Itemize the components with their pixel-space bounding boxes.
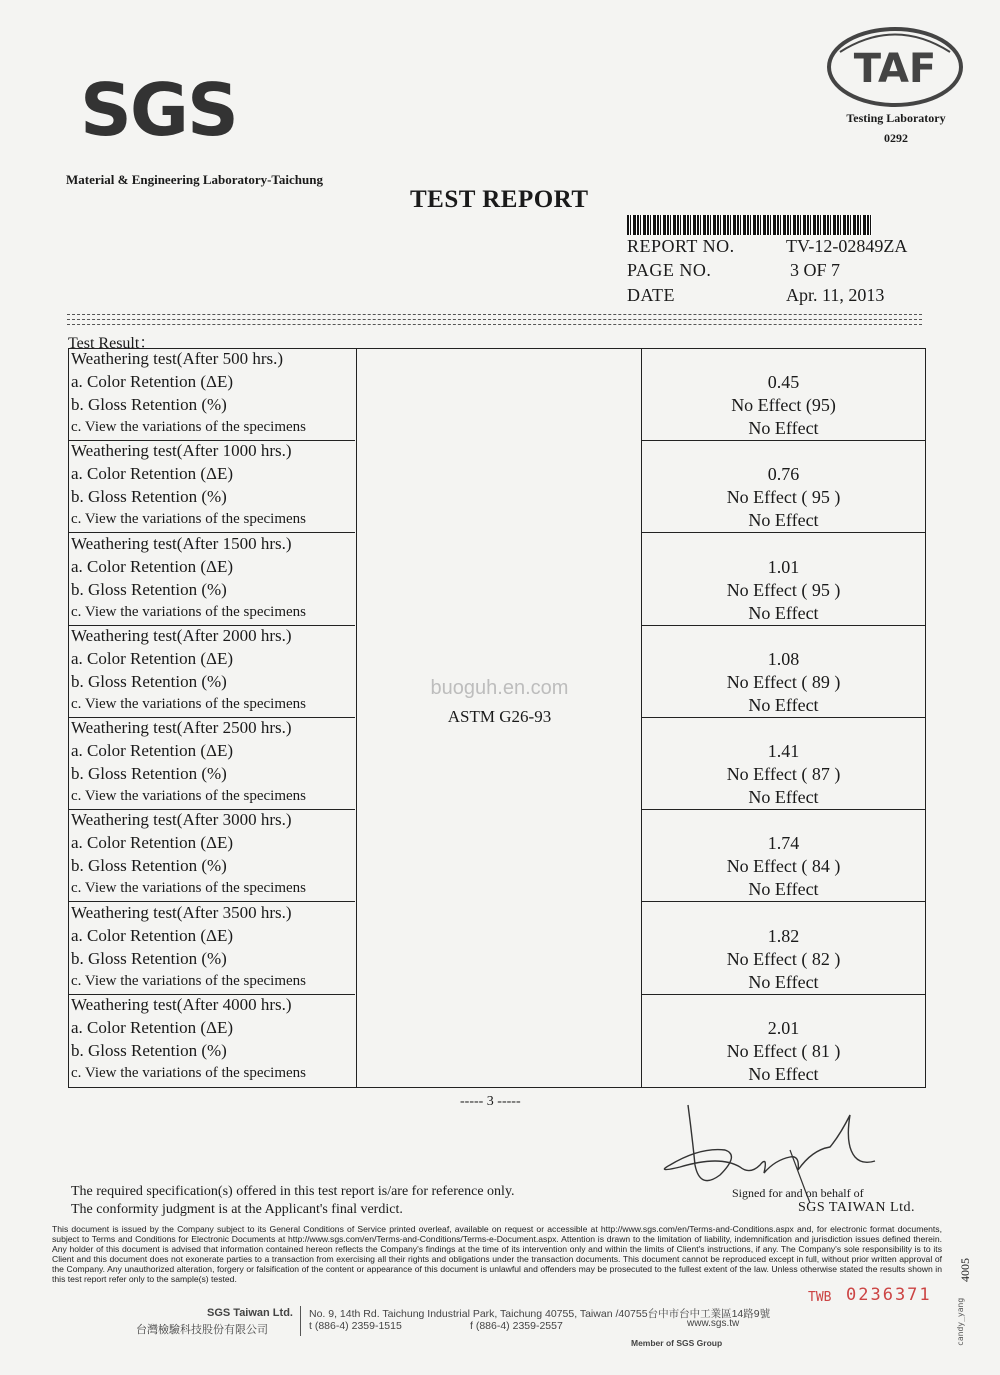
test-method: ASTM G26-93 [447, 707, 552, 726]
result-value-block [642, 995, 925, 1087]
spec-note-line2: The conformity judgment is at the Applicant's final verdict. [71, 1202, 403, 1217]
result-item-gloss: b. Gloss Retention (%) [71, 487, 227, 507]
result-color-value: 2.01 [767, 1017, 800, 1038]
result-item-title: Weathering test(After 2500 hrs.) [71, 718, 292, 737]
result-item-color: a. Color Retention (ΔE) [71, 372, 234, 391]
result-view-value: No Effect [748, 694, 819, 715]
result-item-view: c. View the variations of the specimens [71, 788, 307, 804]
results-table [68, 348, 926, 1088]
result-view-value: No Effect [748, 418, 819, 438]
result-value-block [642, 810, 925, 902]
taf-label: Testing Laboratory [846, 111, 946, 125]
result-item-view: c. View the variations of the specimens [71, 1064, 307, 1081]
result-item-gloss: b. Gloss Retention (%) [71, 856, 227, 876]
result-gloss-value: No Effect ( 82 ) [726, 948, 841, 969]
report-no-value: TV-12-02849ZA [786, 236, 908, 256]
company-name-en: SGS Taiwan Ltd. [207, 1307, 293, 1319]
side-code: 4005 [958, 1258, 972, 1282]
result-view-value: No Effect [748, 971, 819, 992]
company-name-zh: 台灣檢驗科技股份有限公司 [136, 1323, 268, 1336]
result-item-title: Weathering test(After 3000 hrs.) [71, 810, 292, 830]
result-gloss-value: No Effect ( 95 ) [726, 487, 841, 508]
result-item-block [69, 995, 355, 1087]
result-item-color: a. Color Retention (ΔE) [71, 648, 234, 668]
company-fax: f (886-4) 2359-2557 [470, 1320, 563, 1332]
result-item-block [69, 349, 355, 441]
result-item-gloss: b. Gloss Retention (%) [71, 764, 227, 783]
result-value-block [642, 534, 925, 626]
result-color-value: 1.08 [767, 648, 800, 669]
legal-disclaimer: This document is issued by the Company subject to its General Conditions of Service printed overleaf, available on request or accessible at http://www.sgs.com/en/Terms-and-Conditions.aspx and, for electronic format documents, subject to Terms and Conditions for Electronic Documents at http://www.sgs.com/en/Terms-and-Conditions/Terms-e-Document.aspx. Attention is drawn to the limitation of liability, indemnification and jurisdiction issues defined therein. Any holder of this document is advised that information contained hereon reflects the Company's findings at the time of its intervention only and within the limits of Client's instructions, if any. The Company's sole responsibility is to its Client and this document does not exonerate parties to a transaction from exercising all their rights and obligations under the transaction documents. This document cannot be reproduced except in full, without prior written approval of the Company. Any unauthorized alteration, forgery or falsification of the content or appearance of this document is unlawful and offenders may be prosecuted to the fullest extent of the law. Unless otherwise stated the results shown in this test report refer only to the sample(s) tested. [52, 1224, 942, 1284]
result-item-block [69, 810, 355, 902]
result-item-gloss: b. Gloss Retention (%) [71, 948, 227, 968]
result-item-color: a. Color Retention (ΔE) [71, 464, 234, 484]
page-no-value: 3 OF 7 [790, 260, 841, 280]
divider-rule [67, 324, 922, 325]
company-phone: t (886-4) 2359-1515 [309, 1320, 402, 1332]
result-color-value: 1.82 [767, 925, 800, 946]
result-item-title: Weathering test(After 500 hrs.) [71, 349, 284, 368]
result-view-value: No Effect [748, 879, 819, 900]
result-gloss-value: No Effect ( 81 ) [726, 1040, 841, 1061]
result-gloss-value: No Effect ( 95 ) [726, 579, 841, 600]
test-items-column [69, 349, 357, 1087]
result-item-view: c. View the variations of the specimens [71, 419, 307, 435]
spec-note-line1: The required specification(s) offered in this test report is/are for reference only. [71, 1184, 515, 1199]
result-item-gloss: b. Gloss Retention (%) [71, 671, 227, 691]
result-item-title: Weathering test(After 1500 hrs.) [71, 533, 292, 553]
result-item-gloss: b. Gloss Retention (%) [71, 395, 227, 414]
watermark: buoguh.en.com [430, 677, 569, 699]
serial-prefix: TWB [808, 1290, 832, 1305]
result-item-block [69, 903, 355, 995]
result-value-block [642, 441, 925, 533]
serial-number: 0236371 [846, 1285, 932, 1305]
result-view-value: No Effect [748, 1063, 819, 1084]
result-item-view: c. View the variations of the specimens [71, 511, 307, 528]
result-item-color: a. Color Retention (ΔE) [71, 1017, 234, 1037]
page-no-label: PAGE NO. [627, 260, 712, 280]
test-result-label: Test Result： [68, 335, 156, 352]
result-item-color: a. Color Retention (ΔE) [71, 833, 234, 853]
result-item-title: Weathering test(After 2000 hrs.) [71, 625, 292, 645]
result-item-title: Weathering test(After 1000 hrs.) [71, 441, 292, 461]
result-value-block [642, 349, 925, 441]
footer-divider [300, 1306, 301, 1336]
result-item-title: Weathering test(After 3500 hrs.) [71, 902, 292, 922]
taf-logo-text: TAF [853, 46, 937, 92]
result-item-color: a. Color Retention (ΔE) [71, 741, 234, 760]
result-item-gloss: b. Gloss Retention (%) [71, 1040, 227, 1060]
result-view-value: No Effect [748, 787, 819, 807]
result-gloss-value: No Effect (95) [731, 395, 836, 415]
result-value-block [642, 626, 925, 718]
date-value: Apr. 11, 2013 [786, 285, 885, 305]
result-color-value: 1.01 [767, 556, 800, 577]
member-note: Member of SGS Group [631, 1338, 723, 1348]
divider-rule [67, 319, 922, 320]
lab-name: Material & Engineering Laboratory-Taichung [66, 172, 323, 187]
signed-company: SGS TAIWAN Ltd. [798, 1200, 915, 1215]
result-color-value: 1.74 [767, 833, 800, 854]
taf-number: 0292 [884, 131, 908, 145]
results-column [642, 349, 925, 1087]
result-value-block [642, 718, 925, 810]
result-value-block [642, 903, 925, 995]
company-website[interactable]: www.sgs.tw [687, 1318, 740, 1329]
result-color-value: 1.41 [767, 741, 800, 761]
date-label: DATE [627, 285, 675, 305]
result-item-block [69, 718, 355, 810]
sgs-logo-text: SGS [80, 68, 237, 152]
page-marker: ----- 3 ----- [460, 1094, 521, 1109]
result-item-block [69, 441, 355, 533]
sgs-logo [80, 70, 240, 150]
result-item-view: c. View the variations of the specimens [71, 695, 307, 712]
result-view-value: No Effect [748, 602, 819, 623]
result-item-view: c. View the variations of the specimens [71, 972, 307, 989]
barcode [627, 215, 872, 235]
result-item-gloss: b. Gloss Retention (%) [71, 579, 227, 599]
result-gloss-value: No Effect ( 84 ) [726, 856, 841, 877]
company-address: No. 9, 14th Rd. Taichung Industrial Park, Taichung 40755, Taiwan /40755台中市台中工業區14路9號 [309, 1308, 771, 1320]
divider-rule [67, 314, 922, 315]
method-column [357, 349, 642, 1087]
result-gloss-value: No Effect ( 89 ) [726, 671, 841, 692]
report-title: TEST REPORT [410, 186, 589, 213]
result-item-view: c. View the variations of the specimens [71, 603, 307, 620]
result-item-color: a. Color Retention (ΔE) [71, 556, 234, 576]
result-color-value: 0.45 [767, 372, 800, 392]
result-item-color: a. Color Retention (ΔE) [71, 925, 234, 945]
taf-logo [820, 22, 970, 112]
report-no-label: REPORT NO. [627, 236, 735, 256]
side-user: candy_yang [956, 1297, 965, 1346]
result-view-value: No Effect [748, 510, 819, 531]
result-item-block [69, 626, 355, 718]
result-item-title: Weathering test(After 4000 hrs.) [71, 994, 292, 1014]
result-item-view: c. View the variations of the specimens [71, 880, 307, 897]
result-gloss-value: No Effect ( 87 ) [726, 764, 841, 784]
result-item-block [69, 534, 355, 626]
result-color-value: 0.76 [767, 464, 800, 485]
signed-label: Signed for and on behalf of [732, 1186, 864, 1200]
